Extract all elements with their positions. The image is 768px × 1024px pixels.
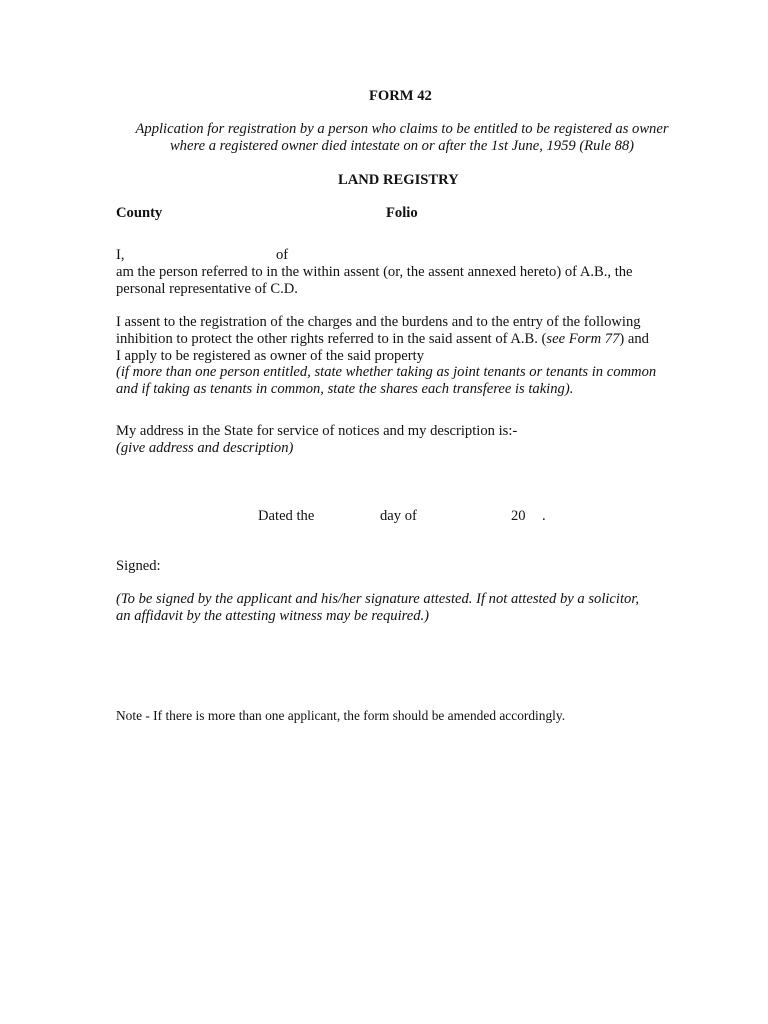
address-section	[116, 423, 706, 457]
form-subtitle-line: where a registered owner died intestate on or after the 1st June, 1959 (Rule 88)	[169, 137, 635, 154]
amendment-note: Note - If there is more than one applicant, the form should be amended accordingly.	[116, 708, 566, 723]
paragraph-instruction-line: (if more than one person entitled, state whether taking as joint tenants or tenants in common	[116, 364, 657, 381]
county-label: County	[116, 205, 163, 221]
dated-the-label: Dated the	[258, 508, 315, 524]
form-subtitle-line: Application for registration by a person who claims to be entitled to be registered as owner	[135, 121, 669, 137]
registration-paragraph	[116, 314, 706, 398]
instruction-line: (To be signed by the applicant and his/her signature attested. If not attested by a solicitor,	[116, 591, 640, 607]
paragraph-text: inhibition to protect the other rights referred to in the said assent of A.B. (	[116, 330, 547, 347]
day-of-label: day of	[380, 508, 417, 524]
signature-instruction	[116, 591, 706, 625]
folio-label: Folio	[386, 205, 418, 221]
year-prefix: 20	[511, 508, 526, 524]
paragraph-instruction-line: and if taking as tenants in common, state the shares each transferee is taking).	[116, 381, 574, 398]
paragraph-line: I apply to be registered as owner of the said property	[116, 347, 424, 364]
instruction-line: an affidavit by the attesting witness may be required.)	[116, 607, 430, 624]
applicant-i-label: I,	[116, 247, 125, 263]
form-77-reference: see Form 77	[546, 330, 620, 347]
paragraph-line: am the person referred to in the within assent (or, the assent annexed hereto) of A.B., the	[116, 264, 633, 280]
form-subtitle	[96, 121, 708, 155]
address-line: My address in the State for service of notices and my description is:-	[116, 423, 518, 439]
form-number: FORM 42	[369, 88, 432, 104]
registry-heading: LAND REGISTRY	[338, 172, 459, 188]
signed-label: Signed:	[116, 558, 161, 574]
assent-paragraph	[116, 264, 706, 298]
paragraph-line: I assent to the registration of the charges and the burdens and to the entry of the following	[116, 314, 641, 330]
applicant-of-label: of	[276, 247, 289, 263]
paragraph-line: personal representative of C.D.	[116, 280, 298, 297]
paragraph-line	[116, 331, 706, 348]
paragraph-text: ) and	[619, 330, 649, 347]
address-instruction: (give address and description)	[116, 439, 294, 456]
date-period: .	[542, 508, 546, 524]
